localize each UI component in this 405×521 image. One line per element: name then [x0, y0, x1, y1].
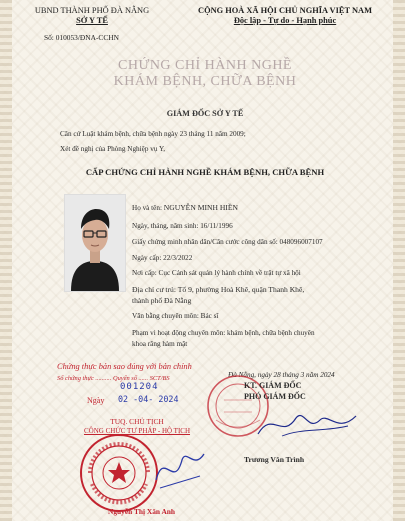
holder-issue-place: Nơi cấp: Cục Cảnh sát quản lý hành chính về trật tự xã hội [132, 269, 301, 277]
copy-certification-line2: Số chứng thực .......... Quyển số ...... SCT/BS [57, 375, 170, 382]
basis-line1: Căn cứ Luật khám bệnh, chữa bệnh ngày 23 tháng 11 năm 2009; [60, 130, 246, 138]
copy-certification-line1: Chứng thực bản sao đúng với bản chính [57, 362, 192, 371]
nation-line2: Độc lập - Tự do - Hạnh phúc [233, 16, 337, 25]
notary-signature [150, 440, 210, 500]
holder-name-row [132, 203, 238, 212]
nation-line1: CỘNG HOÀ XÃ HỘI CHỦ NGHĨA VIỆT NAM [198, 6, 372, 15]
notary-signer-name: Nguyễn Thị Xân Anh [108, 507, 176, 516]
grant-heading: CẤP CHỨNG CHỈ HÀNH NGHỀ KHÁM BỆNH, CHỮA BỆNH [85, 167, 325, 177]
signing-place-date: Đà Nẵng, ngày 28 tháng 3 năm 2024 [228, 371, 335, 379]
issuer-heading: GIÁM ĐỐC SỞ Y TẾ [166, 109, 244, 118]
notary-role-line1: TUQ. CHỦ TỊCH [110, 417, 164, 426]
national-motto [180, 6, 390, 26]
holder-name-label: Họ và tên: [132, 204, 162, 212]
holder-dob: Ngày, tháng, năm sinh: 16/11/1996 [132, 222, 233, 230]
holder-name: NGUYỄN MINH HIỀN [163, 203, 238, 212]
certification-number: 001204 [120, 382, 159, 392]
holder-photo [64, 194, 126, 292]
ward-seal [78, 432, 160, 514]
holder-address-line1: Địa chỉ cư trú: Tổ 9, phường Hoà Khê, quận Thanh Khê, [132, 285, 305, 294]
holder-id-number: Giấy chứng minh nhân dân/Căn cước công dân số: 048096007107 [132, 238, 323, 246]
portrait-image [65, 195, 125, 291]
right-ornament-border [393, 0, 405, 521]
certificate-number: Số: 010053/ĐNA-CCHN [44, 33, 119, 42]
org-line1: UBND THÀNH PHỐ ĐÀ NẴNG [34, 6, 150, 15]
director-signature [252, 404, 362, 444]
issuing-organization [12, 6, 172, 26]
signer-name: Trương Văn Trình [244, 455, 305, 464]
holder-scope-line2: khoa răng hàm mặt [132, 340, 188, 348]
certification-date-label: Ngày [87, 396, 105, 405]
left-ornament-border [0, 0, 12, 521]
basis-line2: Xét đề nghị của Phòng Nghiệp vụ Y, [60, 145, 166, 153]
title-line2: KHÁM BỆNH, CHỮA BỆNH [113, 74, 297, 89]
signing-role-line1: KT. GIÁM ĐỐC [244, 381, 302, 390]
holder-scope-line1: Phạm vi hoạt động chuyên môn: khám bệnh, chữa bệnh chuyên [132, 329, 315, 337]
holder-qualification: Văn bằng chuyên môn: Bác sĩ [132, 312, 219, 320]
holder-issue-date: Ngày cấp: 22/3/2022 [132, 254, 193, 262]
holder-address-line2: thành phố Đà Nẵng [132, 296, 192, 305]
certification-date: 02 -04- 2024 [118, 394, 179, 404]
org-line2: SỞ Y TẾ [76, 16, 108, 25]
signing-role-line2: PHÓ GIÁM ĐỐC [244, 392, 306, 401]
title-line1: CHỨNG CHỈ HÀNH NGHỀ [118, 58, 292, 73]
notary-role-line2: CÔNG CHỨC TƯ PHÁP - HỘ TỊCH [83, 427, 191, 435]
